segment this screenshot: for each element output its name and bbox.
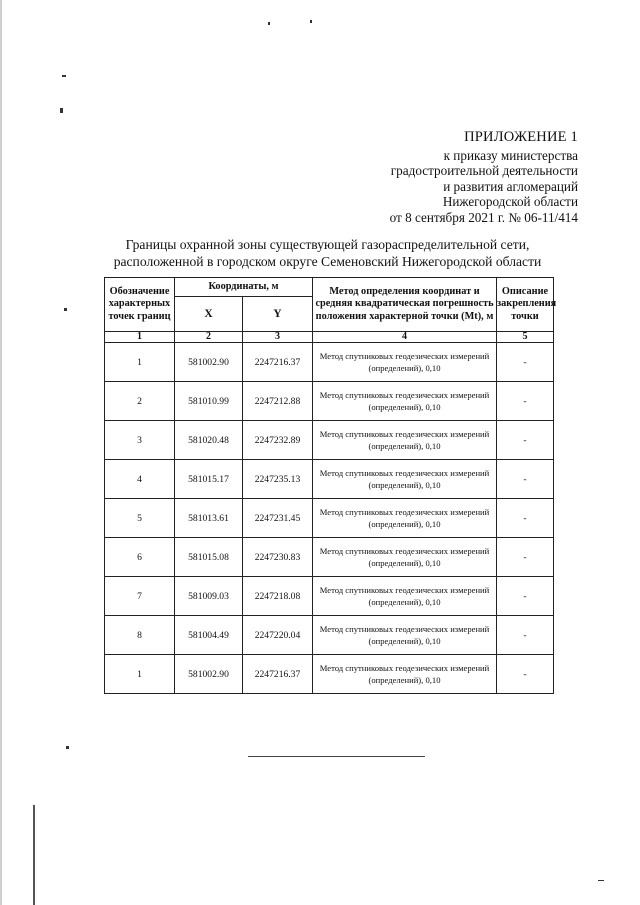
cell-x: 581009.03: [175, 577, 243, 616]
cell-method: Метод спутниковых геодезических измерений (определений), 0,10: [313, 538, 497, 577]
cell-x: 581002.90: [175, 655, 243, 694]
table-row: [105, 343, 554, 382]
cell-point: 1: [105, 655, 175, 694]
cell-x: 581015.08: [175, 538, 243, 577]
appendix-title: ПРИЛОЖЕНИЕ 1: [464, 129, 578, 145]
cell-description: -: [497, 460, 554, 499]
cell-method: Метод спутниковых геодезических измерений (определений), 0,10: [313, 382, 497, 421]
cell-method: Метод спутниковых геодезических измерений (определений), 0,10: [313, 499, 497, 538]
scan-edge: [0, 0, 2, 905]
column-number: 2: [175, 332, 243, 343]
scan-mark: [60, 108, 63, 113]
table-row: [105, 616, 554, 655]
cell-point: 6: [105, 538, 175, 577]
cell-description: -: [497, 421, 554, 460]
cell-method: Метод спутниковых геодезических измерений (определений), 0,10: [313, 343, 497, 382]
header-y: Y: [243, 297, 313, 332]
cell-description: -: [497, 343, 554, 382]
scan-mark: [310, 20, 312, 23]
appendix-line: и развития агломераций: [443, 178, 578, 194]
scan-mark: [598, 880, 604, 881]
title-line: расположенной в городском округе Семеновский Нижегородской области: [113, 254, 542, 269]
appendix-line: от 8 сентября 2021 г. № 06-11/414: [389, 209, 578, 225]
column-number: 5: [497, 332, 554, 343]
cell-method: Метод спутниковых геодезических измерений (определений), 0,10: [313, 460, 497, 499]
cell-description: -: [497, 616, 554, 655]
end-separator-line: [248, 756, 425, 757]
appendix-line: Нижегородской области: [442, 194, 578, 209]
cell-description: -: [497, 538, 554, 577]
cell-y: 2247232.89: [243, 421, 313, 460]
cell-method: Метод спутниковых геодезических измерений (определений), 0,10: [313, 655, 497, 694]
scan-mark: [66, 746, 69, 749]
cell-y: 2247231.45: [243, 499, 313, 538]
table-row: [105, 460, 554, 499]
cell-method: Метод спутниковых геодезических измерений (определений), 0,10: [313, 577, 497, 616]
cell-y: 2247230.83: [243, 538, 313, 577]
cell-point: 5: [105, 499, 175, 538]
table-row: [105, 499, 554, 538]
header-description: Описание закрепления точки: [497, 278, 554, 332]
cell-point: 8: [105, 616, 175, 655]
column-number: 4: [313, 332, 497, 343]
cell-x: 581002.90: [175, 343, 243, 382]
header-x: X: [175, 297, 243, 332]
column-number: 1: [105, 332, 175, 343]
cell-method: Метод спутниковых геодезических измерений (определений), 0,10: [313, 421, 497, 460]
table-row: [105, 421, 554, 460]
column-number: 3: [243, 332, 313, 343]
document-title: [100, 236, 555, 270]
cell-description: -: [497, 655, 554, 694]
cell-y: 2247218.08: [243, 577, 313, 616]
cell-y: 2247216.37: [243, 343, 313, 382]
column-number-row: [105, 332, 554, 343]
cell-y: 2247212.88: [243, 382, 313, 421]
table-header-row: [105, 278, 554, 297]
cell-y: 2247220.04: [243, 616, 313, 655]
scan-mark: [62, 75, 66, 77]
cell-x: 581004.49: [175, 616, 243, 655]
table-row: [105, 655, 554, 694]
scan-mark: [268, 22, 270, 25]
cell-description: -: [497, 382, 554, 421]
cell-x: 581015.17: [175, 460, 243, 499]
cell-method: Метод спутниковых геодезических измерений (определений), 0,10: [313, 616, 497, 655]
table-row: [105, 577, 554, 616]
scan-mark: [64, 308, 67, 311]
cell-point: 4: [105, 460, 175, 499]
scan-mark: [33, 805, 35, 905]
cell-description: -: [497, 577, 554, 616]
header-designation: Обозначение характерных точек границ: [105, 278, 175, 332]
header-coordinates: Координаты, м: [175, 278, 313, 297]
cell-description: -: [497, 499, 554, 538]
table-row: [105, 538, 554, 577]
cell-point: 1: [105, 343, 175, 382]
title-line: Границы охранной зоны существующей газораспределительной сети,: [125, 237, 530, 252]
appendix-line: градостроительной деятельности: [390, 163, 578, 178]
table-row: [105, 382, 554, 421]
boundary-points-table: [104, 277, 557, 694]
cell-x: 581013.61: [175, 499, 243, 538]
cell-y: 2247216.37: [243, 655, 313, 694]
cell-y: 2247235.13: [243, 460, 313, 499]
appendix-line: к приказу министерства: [443, 147, 578, 163]
cell-point: 2: [105, 382, 175, 421]
cell-point: 7: [105, 577, 175, 616]
cell-point: 3: [105, 421, 175, 460]
appendix-header: [390, 130, 578, 225]
cell-x: 581010.99: [175, 382, 243, 421]
cell-x: 581020.48: [175, 421, 243, 460]
header-method: Метод определения координат и средняя квадратическая погрешность положения характерной точки (Mt), м: [313, 278, 497, 332]
